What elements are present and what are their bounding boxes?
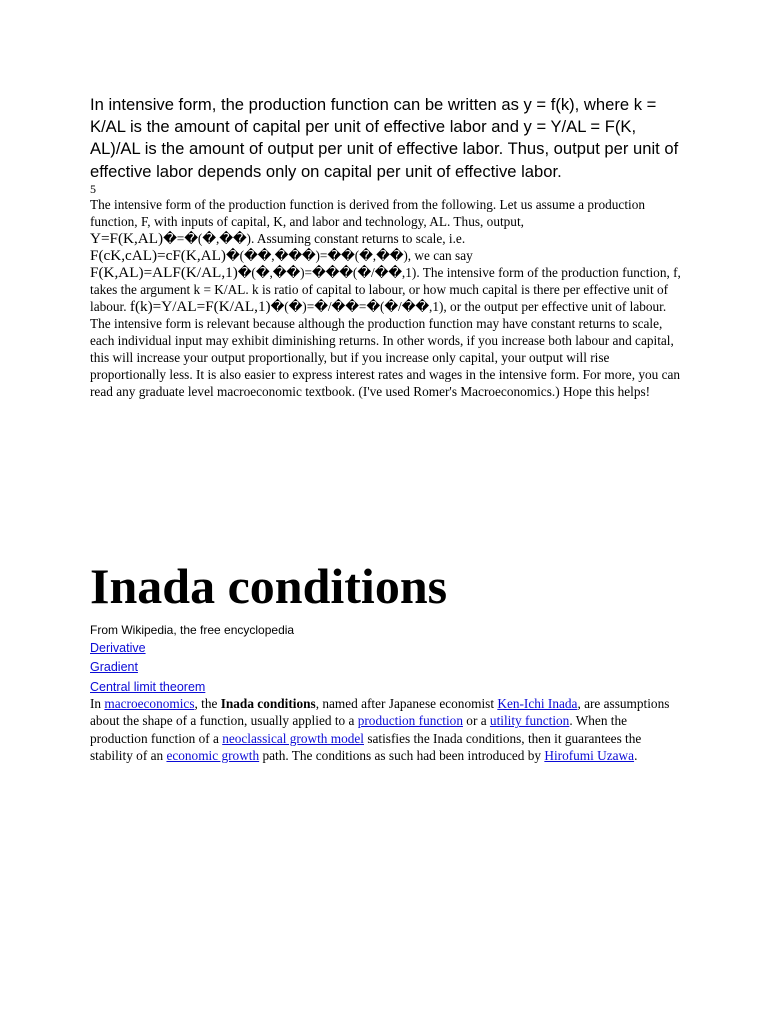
link-economic-growth[interactable]: economic growth: [166, 748, 260, 764]
derivation-text: , or the output per effective unit of labour.: [443, 298, 667, 314]
link-gradient[interactable]: Gradient: [90, 660, 138, 675]
link-macroeconomics[interactable]: macroeconomics: [104, 696, 195, 711]
paragraph-text: or a: [462, 713, 490, 729]
paragraph-text: satisfies the Inada conditions, then it guarantees the stability of an: [90, 730, 642, 764]
garbled-math: �(�,��)=���(�/��,1): [237, 264, 417, 280]
derivation-text: . The intensive form of the production function, f, takes the argument k = K/AL. k is ratio of capital to labour, or how much capital is there per effective unit of labour.: [90, 264, 681, 314]
link-neoclassical-growth-model[interactable]: neoclassical growth model: [222, 730, 364, 746]
link-hirofumi-uzawa[interactable]: Hirofumi Uzawa: [544, 748, 635, 764]
link-production-function[interactable]: production function: [357, 713, 463, 729]
source-line: From Wikipedia, the free encyclopedia: [90, 623, 295, 637]
list-item: [90, 678, 205, 697]
intro-paragraph: In intensive form, the production function can be written as y = f(k), where k = K/AL is the amount of capital per unit of effective labor and y = Y/AL = F(K, AL)/AL is the amount of output per unit of effective labor. Thus, output per unit of effective labor depends only on capital per unit of effective labor.: [90, 95, 679, 181]
intensive-form-derivation: [90, 196, 682, 315]
garbled-math: �(�)=�/��=�(�/��,1): [270, 298, 444, 314]
garbled-math: �(��,���)=��(�,��): [225, 247, 408, 263]
link-central-limit-theorem[interactable]: Central limit theorem: [90, 679, 206, 694]
inada-paragraph: [90, 695, 682, 765]
derivation-text: The intensive form of the production function is derived from the following. Let us assume a production function, F, with inputs of capital, K, and labor and technology, AL. Thus, output,: [90, 196, 646, 229]
paragraph-text: , the: [194, 696, 221, 711]
math-expression: Y=F(K,AL): [90, 229, 164, 247]
relevance-paragraph: The intensive form is relevant because although the production function may have constant returns to scale, each individual input may exhibit diminishing returns. In other words, if you increase both labour and capital, this will increase your output proportionally, but if you increase only capital, your output will rise proportionally less. It is also easier to express interest rates and wages in the intensive form. For more, you can read any graduate level macroeconomic textbook. (I've used Romer's Macroeconomics.) Hope this helps!: [90, 315, 681, 399]
paragraph-text: , are assumptions about the shape of a function, usually applied to a: [90, 696, 670, 729]
footnote-marker: 5: [90, 181, 96, 196]
bold-term: Inada conditions: [220, 696, 316, 711]
paragraph-text: , named after Japanese economist: [315, 696, 498, 711]
list-item: [90, 639, 205, 658]
paragraph-text: . When the production function of a: [90, 713, 628, 746]
derivation-text: , we can say: [407, 247, 473, 263]
math-expression: F(cK,cAL)=cF(K,AL): [90, 246, 226, 264]
document-body: [90, 94, 682, 764]
garbled-math: �=�(�,��): [163, 230, 251, 246]
list-item: [90, 658, 205, 677]
link-utility-function[interactable]: utility function: [489, 713, 570, 729]
related-links: [90, 639, 205, 697]
math-expression: f(k)=Y/AL=F(K/AL,1): [129, 297, 271, 315]
derivation-text: . Assuming constant returns to scale, i.e.: [250, 230, 466, 246]
section-title: Inada conditions: [90, 558, 448, 614]
paragraph-text: path. The conditions as such had been introduced by: [259, 748, 545, 764]
math-expression: F(K,AL)=ALF(K/AL,1): [90, 263, 238, 281]
paragraph-text: .: [634, 748, 638, 764]
link-ken-ichi-inada[interactable]: Ken-Ichi Inada: [497, 696, 578, 711]
paragraph-text: In: [90, 696, 105, 711]
link-derivative[interactable]: Derivative: [90, 641, 146, 655]
